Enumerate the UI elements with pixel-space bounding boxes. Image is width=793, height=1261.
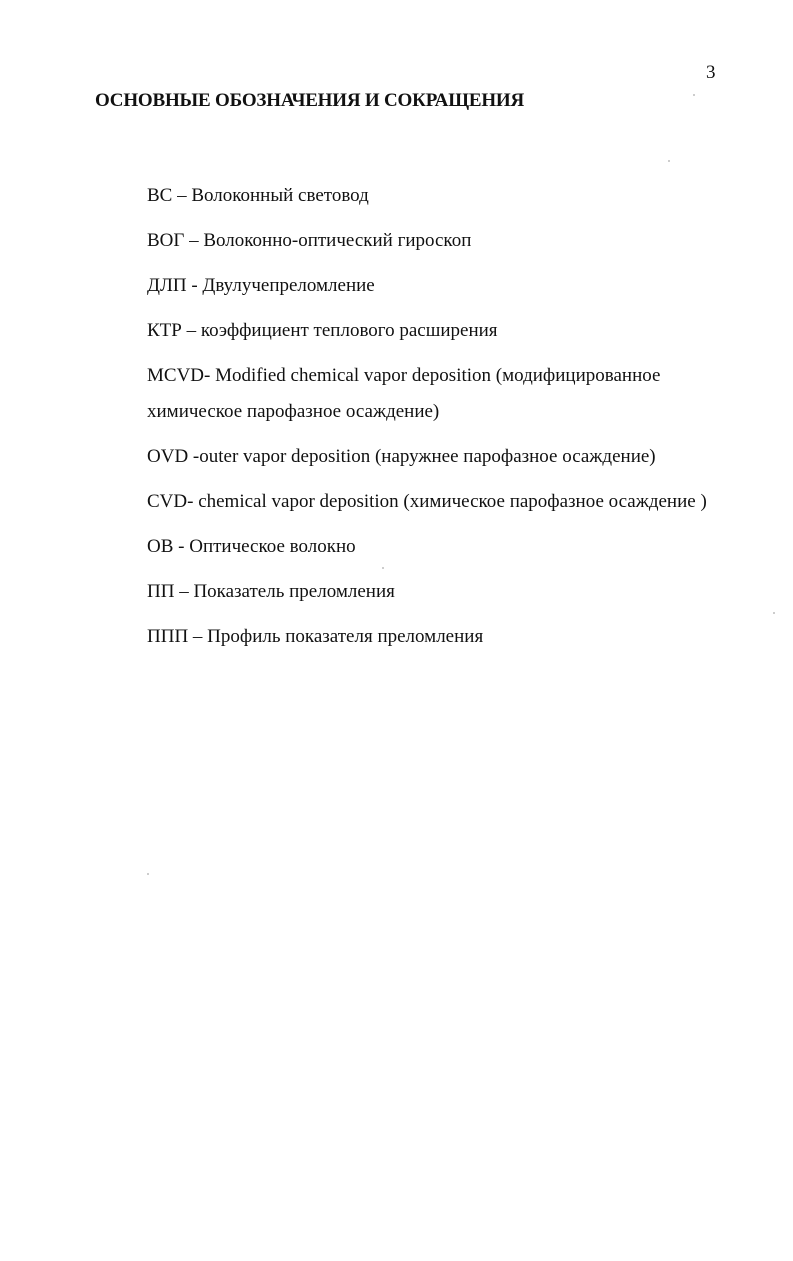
page-number: 3 [706,62,716,83]
abbreviation-list [147,178,707,664]
page-title: ОСНОВНЫЕ ОБОЗНАЧЕНИЯ И СОКРАЩЕНИЯ [95,90,525,111]
scan-speck [147,873,149,875]
scan-speck [382,567,384,569]
abbreviation-item: ДЛП - Двулучепреломление [147,275,375,296]
scan-speck [693,94,695,96]
abbreviation-item: КТР – коэффициент теплового расширения [147,320,498,341]
abbreviation-item: CVD- chemical vapor deposition (химическое парофазное осаждение ) [147,491,707,512]
abbreviation-item: ВОГ – Волоконно-оптический гироскоп [147,230,472,251]
abbreviation-item: ВС – Волоконный световод [147,185,369,206]
abbreviation-item: MCVD- Modified chemical vapor deposition (модифицированное химическое парофазное осаждение) [147,365,661,422]
scan-speck [773,612,775,614]
scan-speck [668,160,670,162]
abbreviation-item: ПП – Показатель преломления [147,581,395,602]
abbreviation-item: ППП – Профиль показателя преломления [147,626,484,647]
abbreviation-item: ОВ - Оптическое волокно [147,536,356,557]
abbreviation-item: OVD -outer vapor deposition (наружнее парофазное осаждение) [147,446,656,467]
